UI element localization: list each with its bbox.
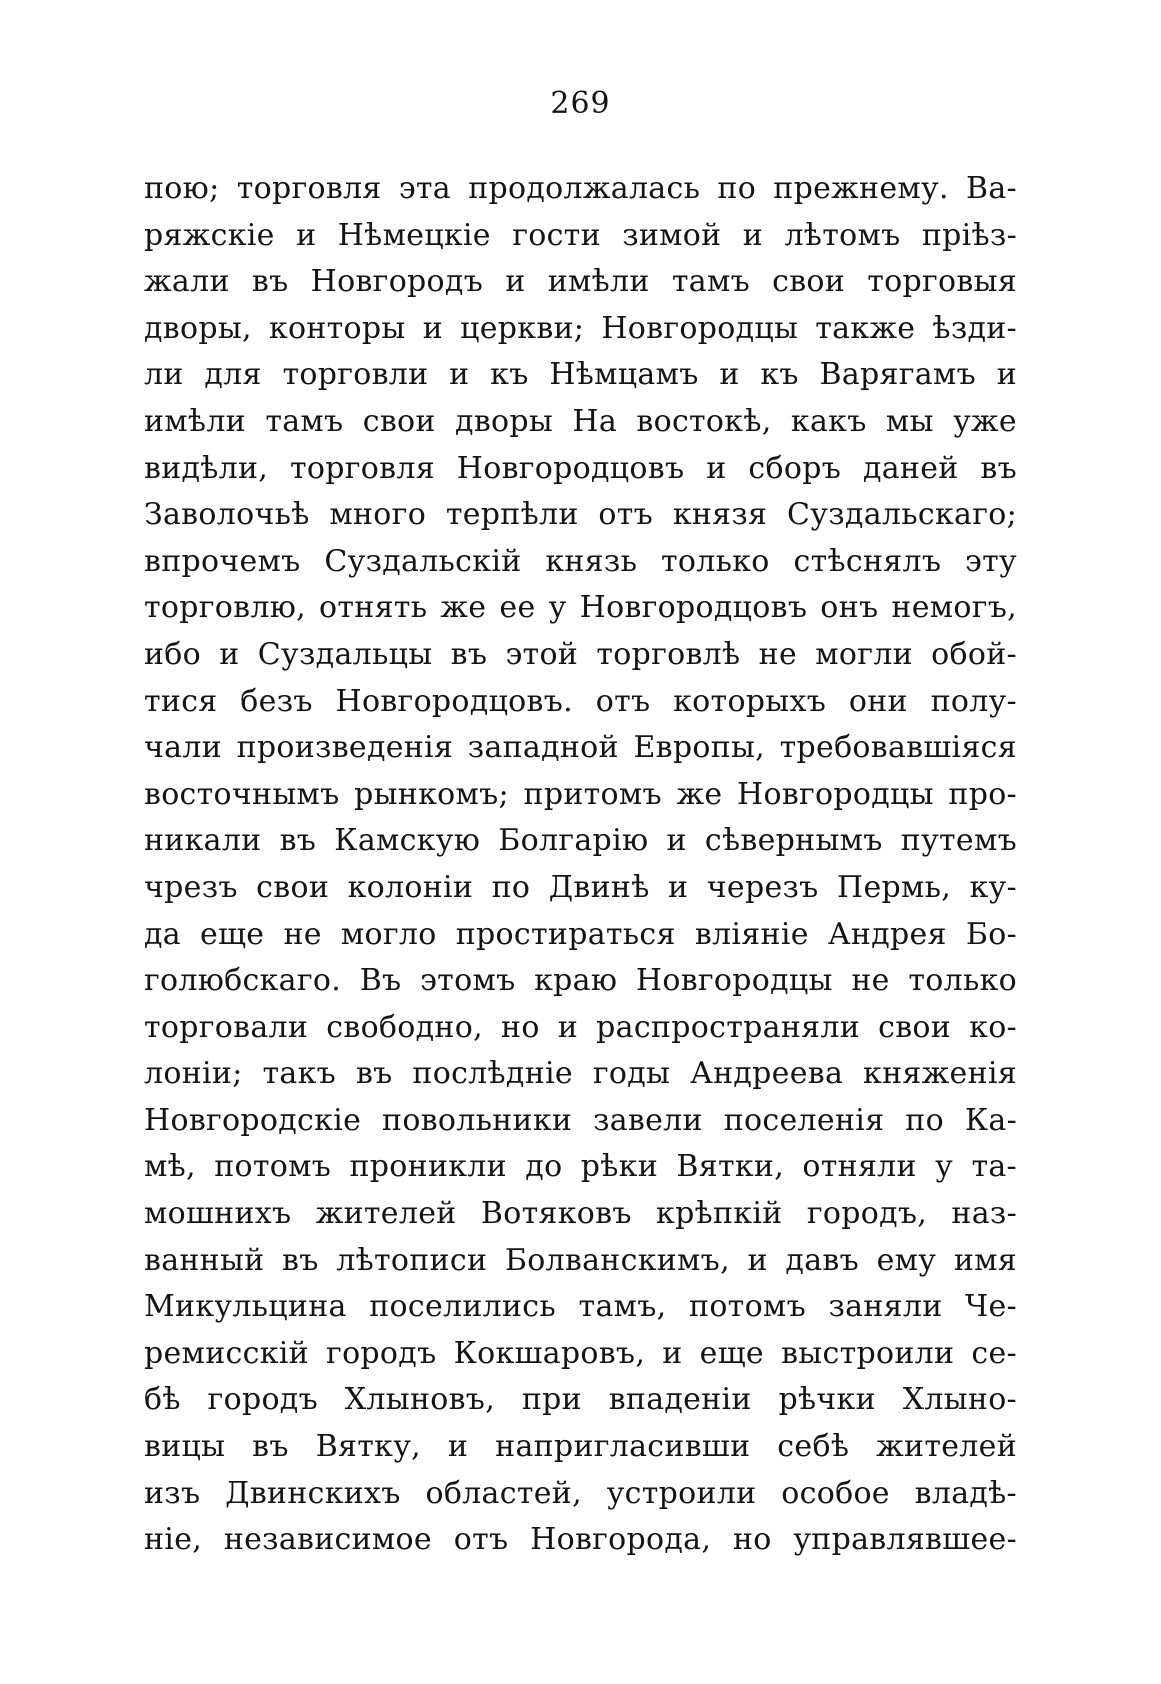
text-line: ремисскій городъ Кокшаровъ, и еще выстроили се- [144,1335,1017,1371]
text-line: лоніи; такъ въ послѣдніе годы Андреева княженія [144,1056,1017,1092]
text-line: Новгородскіе повольники завели поселенія по Ка- [144,1102,1017,1138]
text-line: голюбскаго. Въ этомъ краю Новгородцы не только [144,963,1017,999]
text-line: впрочемъ Суздальскій князь только стѣснялъ эту [144,543,1017,579]
page-number: 269 [550,86,611,121]
text-line: мошнихъ жителей Вотяковъ крѣпкій городъ, наз- [144,1196,1017,1232]
text-line: ніе, независимое отъ Новгорода, но управлявшее- [144,1522,1017,1558]
text-line: торговлю, отнять же ее у Новгородцовъ онъ немогъ, [144,590,1017,626]
text-line: тися безъ Новгородцовъ. отъ которыхъ они полу- [144,683,1017,719]
text-line: имѣли тамъ свои дворы На востокѣ, какъ мы уже [144,403,1017,439]
text-line: чали произведенія западной Европы, требовавшіяся [144,730,1017,766]
text-line: восточнымъ рынкомъ; притомъ же Новгородцы про- [144,776,1017,812]
text-line: никали въ Камскую Болгарію и сѣвернымъ путемъ [144,823,1017,859]
text-line: бѣ городъ Хлыновъ, при впаденіи рѣчки Хлыно- [144,1382,1017,1418]
text-line: торговали свободно, но и распространяли свои ко- [144,1009,1017,1045]
text-line: видѣли, торговля Новгородцовъ и сборъ даней въ [144,450,1017,486]
text-line: Заволочьѣ много терпѣли отъ князя Суздальскаго; [144,497,1017,533]
text-line: жали въ Новгородъ и имѣли тамъ свои торговыя [144,264,1017,300]
text-line: ванный въ лѣтописи Болванскимъ, и давъ ему имя [144,1242,1017,1278]
text-line: мѣ, потомъ проникли до рѣки Вятки, отняли у та- [144,1149,1017,1185]
text-line: ли для торговли и къ Нѣмцамъ и къ Варягамъ и [144,357,1017,393]
body-text [144,166,1017,1564]
text-line: вицы въ Вятку, и напригласивши себѣ жителей [144,1429,1017,1465]
text-line: ряжскіе и Нѣмецкіе гости зимой и лѣтомъ пріѣз- [144,217,1017,253]
text-line: Микульцина поселились тамъ, потомъ заняли Че- [144,1289,1017,1325]
text-line: ибо и Суздальцы въ этой торговлѣ не могли обой- [144,636,1017,672]
text-line: пою; торговля эта продолжалась по прежнему. Ва- [144,171,1017,206]
text-line: дворы, конторы и церкви; Новгородцы также ѣзди- [144,310,1017,346]
text-line: чрезъ свои колоніи по Двинѣ и черезъ Пермь, ку- [144,869,1017,905]
text-line: да еще не могло простираться вліяніе Андрея Бо- [144,916,1017,952]
text-line: изъ Двинскихъ областей, устроили особое владѣ- [144,1475,1017,1511]
